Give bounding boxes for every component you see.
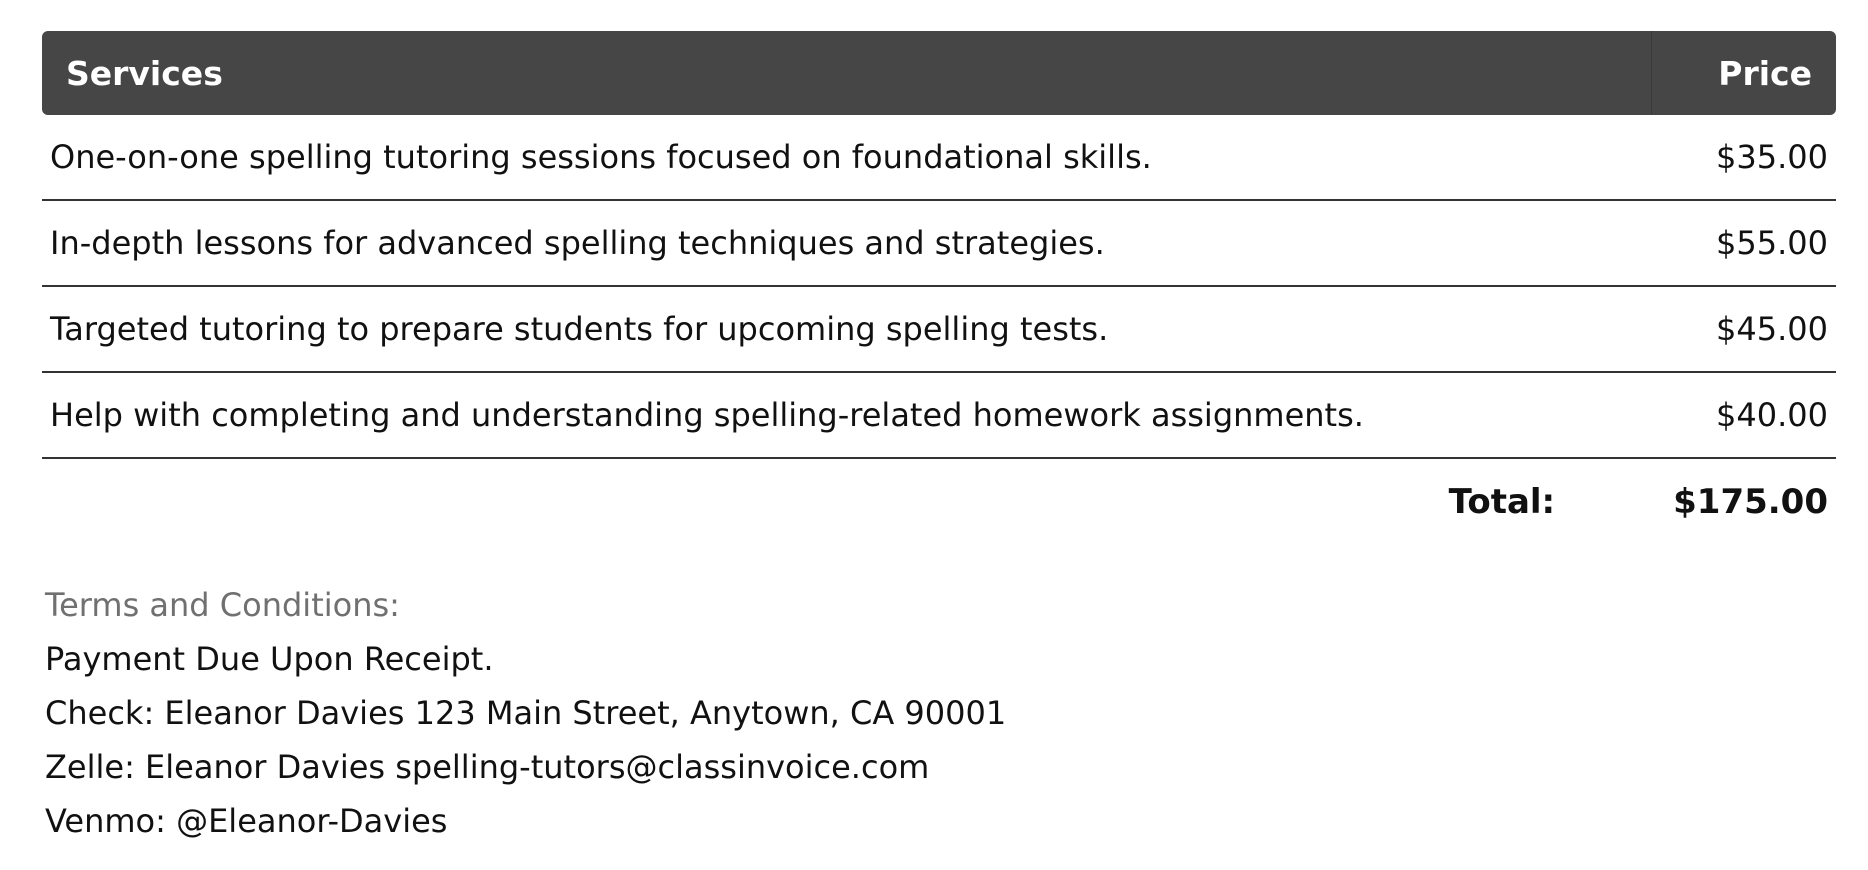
table-row: [42, 201, 1836, 287]
service-description: One-on-one spelling tutoring sessions focused on foundational skills.: [50, 138, 1152, 176]
service-price: $35.00: [1716, 138, 1828, 176]
service-price: $55.00: [1716, 224, 1828, 262]
terms-zelle-info: Zelle: Eleanor Davies spelling-tutors@classinvoice.com: [45, 748, 930, 786]
table-row: [42, 373, 1836, 459]
terms-payment-due: Payment Due Upon Receipt.: [45, 640, 494, 678]
terms-section: [45, 578, 1006, 848]
service-price: $40.00: [1716, 396, 1828, 434]
table-row: [42, 287, 1836, 373]
services-column-header: Services: [42, 31, 1652, 115]
service-description: In-depth lessons for advanced spelling techniques and strategies.: [50, 224, 1105, 262]
price-column-header: Price: [1718, 53, 1812, 93]
table-row: [42, 115, 1836, 201]
services-table: [42, 31, 1836, 545]
total-row: [42, 459, 1836, 545]
service-description: Help with completing and understanding spelling-related homework assignments.: [50, 396, 1364, 434]
total-value: $175.00: [1673, 482, 1828, 522]
terms-venmo-info: Venmo: @Eleanor-Davies: [45, 802, 448, 840]
table-header: [42, 31, 1836, 115]
terms-check-info: Check: Eleanor Davies 123 Main Street, Anytown, CA 90001: [45, 694, 1007, 732]
terms-heading: Terms and Conditions:: [45, 586, 400, 624]
service-price: $45.00: [1716, 310, 1828, 348]
service-description: Targeted tutoring to prepare students for upcoming spelling tests.: [50, 310, 1109, 348]
total-label: Total:: [1448, 482, 1556, 522]
